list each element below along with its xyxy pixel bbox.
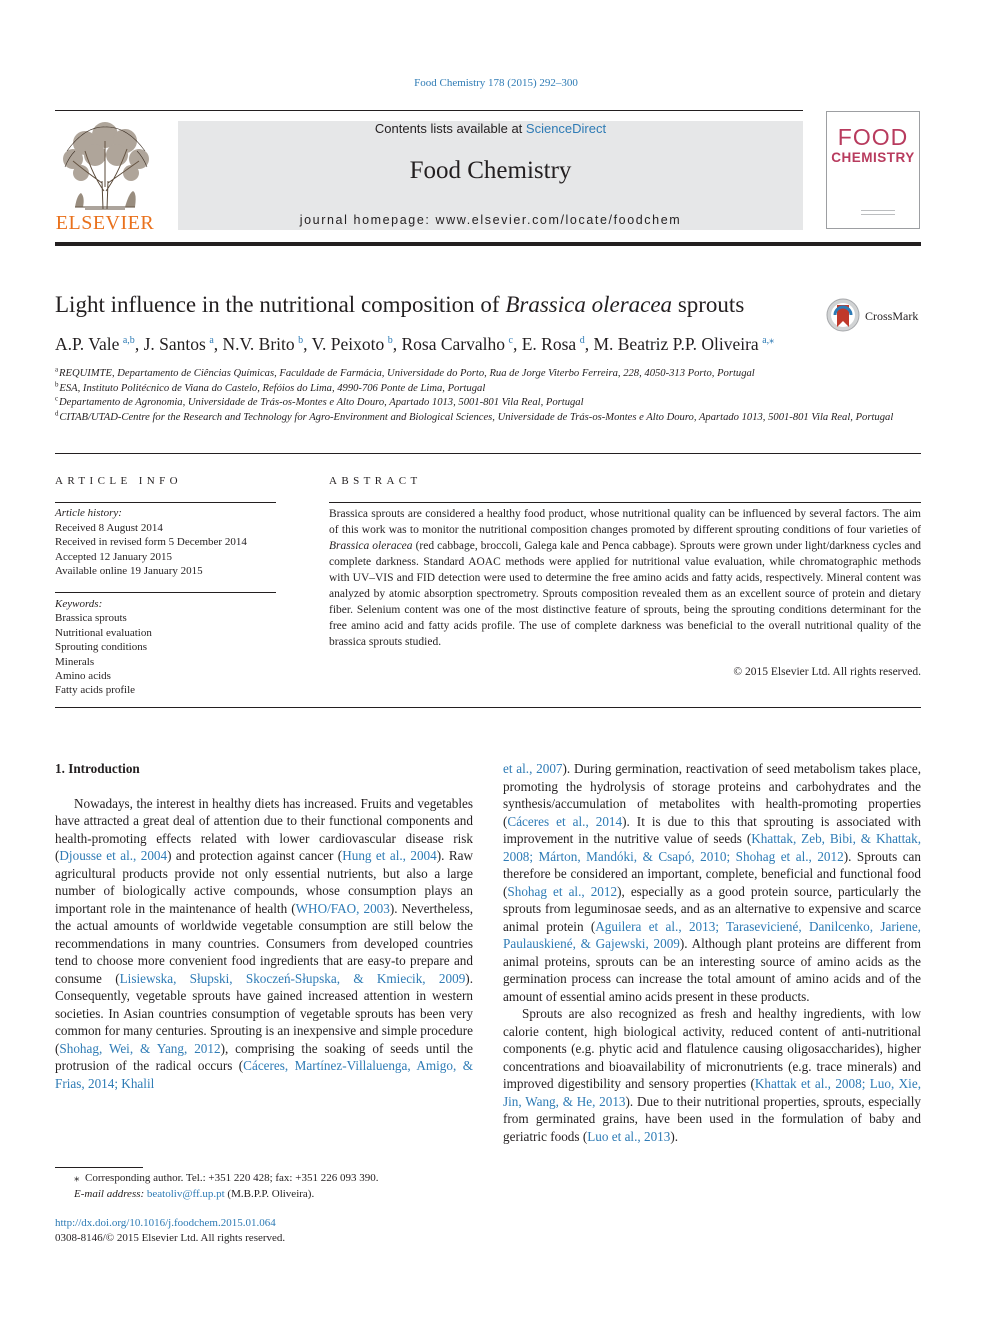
affiliation: $^d$ CITAB/UTAD-Centre for the Research and Technology for Agro-Environment and Biological Sciences, Universidade de Trás-os-Montes e Alto Douro, Apartado 1013, 5001-801 Vila Real, Portugal — [55, 408, 894, 423]
journal-cover-thumbnail[interactable] — [826, 111, 920, 229]
body-text-run: ). — [670, 1128, 679, 1144]
body-paragraph — [503, 1005, 921, 1145]
keyword: Fatty acids profile — [55, 684, 136, 697]
issn-copyright: 0308-8146/© 2015 Elsevier Ltd. All rights reserved. — [55, 1232, 286, 1244]
keywords-label: Keywords: — [55, 598, 103, 610]
affiliation: $^b$ ESA, Instituto Politécnico de Viana do Castelo, Refóios do Lima, 4990-706 Ponte de Lima, Portugal — [55, 379, 486, 394]
author-affiliation-marker[interactable]: b — [298, 335, 304, 347]
section-divider — [55, 453, 921, 454]
title-part-2: sprouts — [672, 292, 745, 317]
article-history — [55, 506, 276, 579]
article-info-divider — [55, 502, 276, 503]
footnotes — [55, 1170, 473, 1202]
doi-link[interactable]: http://dx.doi.org/10.1016/j.foodchem.2015.01.064 — [55, 1217, 276, 1229]
author[interactable]: E. Rosa $^d$, — [521, 334, 594, 354]
journal-name: Food Chemistry — [409, 157, 572, 184]
citation-link[interactable]: Shohag, Wei, & Yang, 2012 — [59, 1040, 221, 1056]
author-affiliation-marker[interactable]: d — [579, 335, 585, 347]
citation-link[interactable]: Cáceres et al., 2014 — [507, 813, 623, 829]
body-column-right — [503, 760, 921, 1145]
author-affiliation-marker[interactable]: a,b — [122, 335, 135, 347]
abstract-text: Brassica sprouts are considered a healthy food product, whose nutritional quality can be influenced by several factors. The aim of this work was to monitor the nutritional composition changes promoted by different sprouting conditions of four varieties of Brassica oleracea (red cabbage, broccoli, Galega kale and Penca cabbage). Sprouts were grown under light/darkness cycles and complete darkness. Standard AOAC methods were applied for nutritional value evaluation, while chromatographic methods with UV–VIS and FID detection were used to determine the free amino acids and fatty acids, respectively. Mineral content was analyzed by atomic absorption spectrometry. Sprouts composition revealed them as an excellent source of protein and dietary fiber. Selenium content was one of the most distinctive feature of sprouts, being the sprouting conditions determinant for the free amino acid and fatty acids profile. The use of complete darkness was beneficial to the overall nutritional quality of the brassica sprouts studied. — [329, 508, 921, 648]
author[interactable]: V. Peixoto $^b$, — [311, 334, 402, 354]
article-info-divider — [55, 592, 276, 593]
citation-link[interactable]: Luo et al., 2013 — [587, 1128, 671, 1144]
journal-homepage-line — [178, 213, 803, 227]
cover-decoration-line — [861, 214, 895, 215]
author[interactable]: J. Santos $^a$, — [143, 334, 223, 354]
body-text-run: ), especially as a good protein source, particularly the sprouts from leguminosae seeds, and as an alternative to expensive and scarce animal protein ( — [503, 883, 921, 934]
author-list — [55, 334, 774, 355]
section-heading: 1. Introduction — [55, 761, 140, 776]
citation-link[interactable]: et al., 2007 — [503, 761, 563, 776]
cover-title-food: FOOD — [837, 124, 909, 150]
history-entry: Received 8 August 2014 — [55, 521, 163, 534]
title-species: Brassica oleracea — [505, 292, 673, 317]
citation-link[interactable]: WHO/FAO, 2003 — [295, 900, 390, 916]
author[interactable]: A.P. Vale $^{a,b}$, — [55, 334, 144, 354]
body-text-run: ). Nevertheless, the actual amounts of worldwide vegetable consumption are still below the recommendations in many countries. Consumers from developed countries tend to choose more convenient food ingredients that are easy-to prepare and consume ( — [55, 900, 473, 986]
body-text-run: ). During germination, reactivation of seed metabolism takes place, promoting the hydrolysis of storage proteins and carbohydrates and the synthesis/accumulation of metabolites with health-promoting properties ( — [503, 761, 921, 829]
body-text-run: ) and protection against cancer ( — [167, 848, 343, 863]
title-part-1: Light influence in the nutritional composition of — [55, 292, 506, 317]
body-text-run: ). Although plant proteins are different from animal proteins, sprouts can be an interesting source of amino acids as the germination process can increase the total amount of amino acids and of the amount of essential amino acids present in these products. — [503, 936, 921, 1004]
body-column-left — [55, 760, 473, 1092]
author-email-link[interactable]: beatoliv@ff.up.pt — [146, 1188, 225, 1200]
doi-block — [55, 1216, 285, 1246]
abstract-heading: ABSTRACT — [329, 475, 422, 487]
article-title — [55, 292, 744, 318]
header-divider — [55, 110, 803, 111]
citation-link[interactable]: Shohag et al., 2012 — [507, 883, 618, 899]
affiliation-list — [55, 367, 921, 425]
body-paragraph — [55, 795, 473, 1093]
author-affiliation-marker[interactable]: a,⁎ — [762, 335, 775, 347]
body-text-run: ). Consequently, vegetable sprouts have gained increased attention in western societies. In Asian countries consumption of vegetable sprouts has been very common for many centuries. Sprouting is an inexpensive and simple procedure ( — [55, 970, 473, 1056]
footnote-divider — [55, 1167, 143, 1168]
author[interactable]: M. Beatriz P.P. Oliveira $^{a,⁎}$ — [593, 334, 775, 354]
body-text-run: Sprouts are also recognized as fresh and healthy ingredients, with low calorie content, high biological activity, reduced content of anti-nutritional components (e.g. phytic acid and flatulence causing oligosaccharides), higher concentrations and bioavailability of micronutrients (e.g. trace minerals) and improved digestibility and sensory properties ( — [503, 1006, 921, 1091]
author-affiliation-marker[interactable]: a — [209, 335, 214, 347]
body-text-run: ). Raw agricultural products provide not only essential nutrients, but also a large number of biologically active compounds, whose consumption plays an important role in the maintenance of health ( — [55, 848, 474, 916]
body-text-run: ). Due to their nutritional properties, sprouts, especially from germinated grains, have been used in the formulation of baby and geriatric foods ( — [503, 1093, 922, 1144]
abstract-copyright: © 2015 Elsevier Ltd. All rights reserved. — [733, 666, 921, 678]
corresponding-author-note: ⁎ Corresponding author. Tel.: +351 220 428; fax: +351 226 093 390. — [74, 1172, 379, 1184]
keyword: Minerals — [55, 655, 95, 668]
elsevier-wordmark: ELSEVIER — [55, 212, 155, 234]
history-entry: Accepted 12 January 2015 — [55, 550, 172, 563]
citation-link[interactable]: Djousse et al., 2004 — [59, 848, 168, 863]
sciencedirect-link[interactable]: ScienceDirect — [525, 121, 607, 136]
section-divider — [55, 707, 921, 708]
history-label: Article history: — [55, 507, 122, 519]
homepage-url[interactable]: www.elsevier.com/locate/foodchem — [435, 213, 682, 227]
email-note: E-mail address: beatoliv@ff.up.pt (M.B.P.P. Oliveira). — [74, 1188, 315, 1200]
citation-link[interactable]: Hung et al., 2004 — [342, 848, 437, 863]
keyword: Nutritional evaluation — [55, 626, 152, 639]
body-text-run: Nowadays, the interest in healthy diets has increased. Fruits and vegetables have attracted a great deal of attention due to their functional components and health-promoting effects related with lower cardiovascular disease risk ( — [55, 795, 473, 863]
homepage-prefix: journal homepage: — [299, 213, 436, 227]
body-paragraph — [503, 760, 921, 1005]
body-text-run: ), comprising the soaking of seeds until the protrusion of the radical occurs ( — [55, 1040, 473, 1073]
keyword: Sprouting conditions — [55, 641, 147, 654]
keyword-list — [55, 597, 276, 698]
citation-link[interactable]: Khattak, Zeb, Bibi, & Khattak, 2008; Márton, Mandóki, & Csapó, 2010; Shohag et al., 2012 — [503, 831, 921, 864]
keyword: Brassica sprouts — [55, 612, 127, 625]
journal-reference[interactable]: Food Chemistry 178 (2015) 292–300 — [414, 77, 578, 89]
author[interactable]: N.V. Brito $^b$, — [222, 334, 312, 354]
affiliation: $^a$ REQUIMTE, Departamento de Ciências Químicas, Faculdade de Farmácia, Universidade do Porto, Rua de Jorge Viterbo Ferreira, 228, 4050-313 Porto, Portugal — [55, 365, 755, 379]
citation-link[interactable]: Aguilera et al., 2013; Taraseviciené, Danilcenko, Jariene, Paulauskiené, & Gajewski, 2009 — [503, 918, 921, 951]
contents-available-line — [178, 121, 803, 136]
citation-link[interactable]: Cáceres, Martínez-Villaluenga, Amigo, & Frias, 2014; Khalil — [55, 1058, 473, 1091]
keyword: Amino acids — [55, 670, 111, 683]
contents-prefix: Contents lists available at — [374, 121, 526, 136]
cover-decoration-line — [861, 210, 895, 211]
body-text-run: ). It is due to this that sprouting is associated with improvement in the nutritive value of seeds ( — [503, 813, 921, 846]
citation-link[interactable]: Khattak et al., 2008; Luo, Xie, Jin, Wang, & He, 2013 — [503, 1076, 921, 1109]
author-affiliation-marker[interactable]: b — [387, 335, 393, 347]
article-info-heading: ARTICLE INFO — [55, 475, 182, 487]
citation-link[interactable]: Lisiewska, Słupski, Skoczeń-Słupska, & Kmiecik, 2009 — [119, 970, 466, 986]
history-entry: Received in revised form 5 December 2014 — [55, 536, 247, 549]
abstract-divider — [329, 502, 921, 503]
header-thick-divider — [55, 242, 921, 246]
affiliation: $^c$ Departamento de Agronomia, Universidade de Trás-os-Montes e Alto Douro, Apartado 1013, 5001-801 Vila Real, Portugal — [55, 394, 584, 408]
cover-title-chemistry: CHEMISTRY — [831, 150, 915, 165]
author-affiliation-marker[interactable]: c — [508, 335, 513, 347]
body-text-run: ). Sprouts can therefore be considered an important, complete, beneficial and functional food ( — [503, 848, 921, 899]
author[interactable]: Rosa Carvalho $^c$, — [401, 334, 522, 354]
history-entry: Available online 19 January 2015 — [55, 565, 203, 578]
crossmark-label[interactable]: CrossMark — [865, 309, 919, 323]
